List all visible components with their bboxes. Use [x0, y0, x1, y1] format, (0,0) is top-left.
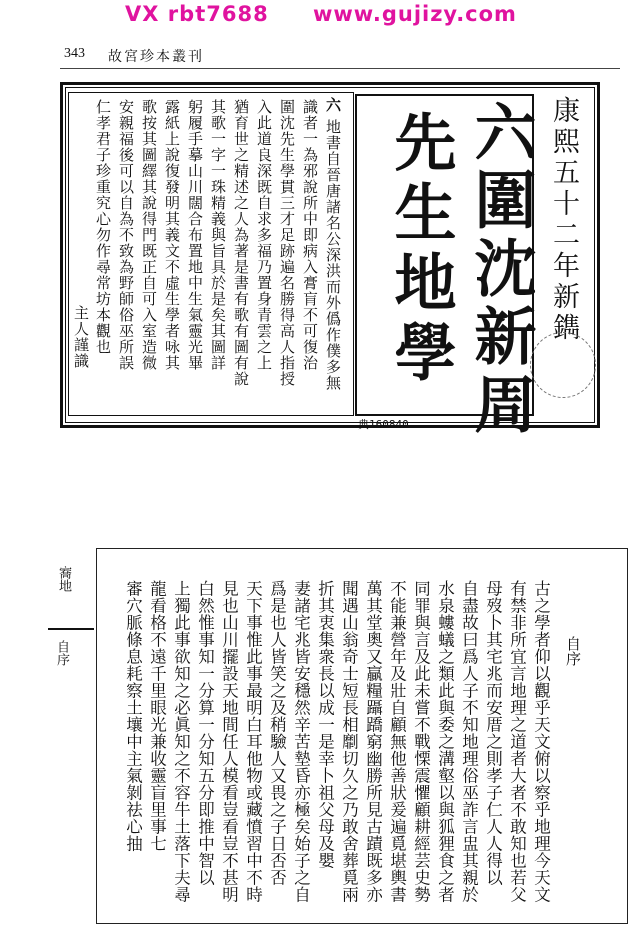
book-title-line1: 六圍沈新周 — [464, 100, 537, 440]
cover-page — [60, 82, 600, 440]
text-column: 審穴脈條息耗察土壤中主氣剝祛心抽 — [123, 580, 143, 852]
text-column: 折其衷集衆長以成一是幸卜祖父母及嬰 — [315, 580, 335, 869]
preface-column: 猶育世之精述之人為著是書有歌有圖有說 — [232, 99, 250, 387]
preface-signature: 主人謹識 — [72, 305, 90, 369]
text-column: 爲是也人皆笑之及稍驗人又畏之子日否否 — [267, 580, 287, 886]
section-title: 自序 — [564, 636, 582, 666]
edition-date: 康熙五十二年新鐫 — [548, 96, 579, 344]
preface-column: 識者一為邪說所中即病入膏肓不可復治 — [301, 99, 319, 371]
book-title-line2: 先生地學 — [384, 110, 457, 390]
text-column: 自盡故曰爲人子不知地理俗巫詐言盅其親於 — [459, 580, 479, 903]
strip-title: 㝯地 — [56, 566, 71, 592]
text-column: 有禁非所宜言地理之道者大者不敢知也若父 — [507, 580, 527, 903]
preface-column: 仁孝君子珍重究心勿作尋常坊本觀也 — [94, 99, 112, 355]
text-column: 天下事惟此事最明白耳他物或藏憤習中不時 — [243, 580, 263, 903]
text-column: 上獨此事欲知之必眞知之不容牛土落下夫尋 — [171, 580, 191, 903]
text-column: 水泉螻蟻之類此與委之溝壑以與狐狸食之者 — [435, 580, 455, 903]
preface-panel — [68, 92, 354, 416]
adjacent-page-strip — [48, 548, 88, 922]
text-column: 萬其堂奧又贏糧躡蹻窮幽勝所見古蹟既多亦 — [363, 580, 383, 903]
text-column: 古之學者仰以觀乎天文俯以察乎地理今天文 — [531, 580, 551, 903]
preface-column: 入此道良深既自求多福乃置身青雲之上 — [255, 99, 273, 371]
text-column: 母歿卜其宅兆而安厝之則孝子仁人人得以 — [483, 580, 503, 886]
catalog-number: 典160840 — [358, 418, 409, 431]
text-column: 聞遇山翁奇士短長相劘切久之乃敢舍葬覓兩 — [339, 580, 359, 903]
text-column: 不能兼營年及壯自顧無他善狀爰遍覓堪輿書 — [387, 580, 407, 903]
preface-column: 歌按其圖繹其說得門既正自可入室造微 — [140, 99, 158, 371]
strip-section: 自序 — [54, 640, 69, 666]
text-column: 龍看格不遠千里眼光兼收靈盲里事七 — [147, 580, 167, 852]
seal-stamp — [530, 332, 596, 398]
preface-column: 躬履手摹山川闊合布置地中生氣靈光畢 — [186, 99, 204, 371]
text-column: 白然惟事知一分算一分知五分即推中智以 — [195, 580, 215, 886]
watermark-right: www.gujizy.com — [313, 2, 517, 26]
preface-column: 圍沈先生學貫三才足跡遍名勝得高人指授 — [278, 99, 296, 387]
preface-column: 地書自晉唐諸名公深洪而外僞作僕多無 — [324, 119, 342, 391]
text-column: 同罪與言及此未嘗不戰慄震懼顧耕經芸史勢 — [411, 580, 431, 903]
collection-title: 故宮珍本叢刊 — [108, 49, 204, 65]
header-rule — [60, 68, 620, 69]
preface-column: 露紙上說復發明其義文不虛生學者咏其 — [163, 99, 181, 371]
text-page — [48, 548, 626, 922]
strip-rule — [48, 628, 94, 630]
page-number: 343 — [64, 46, 85, 61]
watermark — [0, 2, 642, 26]
text-column: 妻諸宅兆皆安穩然辛苦墊昏亦極矣始子之自 — [291, 580, 311, 903]
watermark-left: VX rbt7688 — [125, 2, 269, 26]
page-header — [60, 44, 620, 66]
text-column: 見也山川擺設天地間任人模看豈看豈不甚明 — [219, 580, 239, 903]
preface-label: 六 — [324, 97, 342, 113]
preface-column: 其歌一字一珠精義與旨具於是矣其圖詳 — [209, 99, 227, 371]
preface-column: 安親福後可以自為不致為野師俗巫所誤 — [117, 99, 135, 371]
